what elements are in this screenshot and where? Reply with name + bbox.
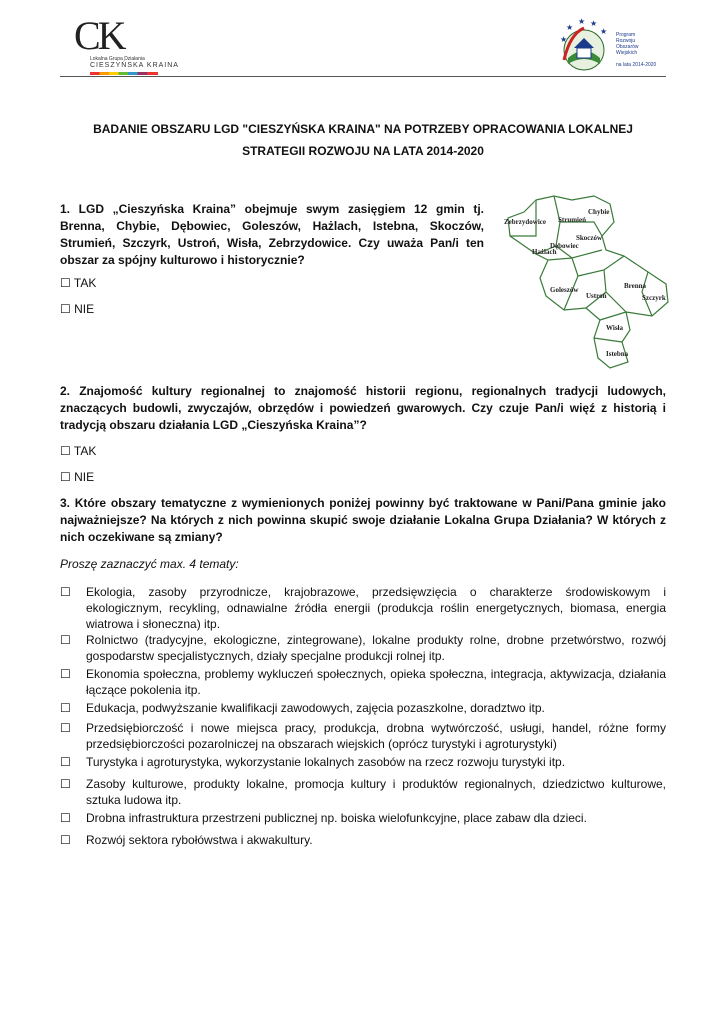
topic-label: Rozwój sektora rybołówstwa i akwakultury. xyxy=(86,833,313,847)
question-2: 2. Znajomość kultury regionalnej to znajomość historii regionu, regionalnych tradycji ludowych, znaczących budowli, zwyczajów, obrzędów i powiedzeń gwarowych. Czy czuje Pan/i więź z historią i tradycją obszaru działania LGD „Cieszyńska Kraina”? xyxy=(60,384,666,432)
map-label: Szczyrk xyxy=(642,294,666,302)
checkbox[interactable]: ☐ xyxy=(60,811,71,825)
svg-text:★: ★ xyxy=(600,27,608,36)
page-header xyxy=(60,10,666,76)
svg-text:★: ★ xyxy=(578,17,586,26)
lgd-logo xyxy=(74,13,179,76)
checkbox[interactable]: ☐ xyxy=(60,633,71,647)
map-label: Zebrzydowice xyxy=(504,218,546,226)
map-label: Goleszów xyxy=(550,286,579,294)
logo-name: CIESZYŃSKA KRAINA xyxy=(90,62,179,69)
prow-emblem-icon xyxy=(554,14,614,76)
question-3: 3. Które obszary tematyczne z wymienionych poniżej powinny być traktowane w Pani/Pana gminie jako najważniejsze? Na których z nich powinna skupić swoje działanie Lokalna Grupa Działania? W których z nich oczekiwane są zmiany? xyxy=(60,496,666,544)
logo-letters: CK xyxy=(74,13,124,58)
topic-label: Rolnictwo (tradycyjne, ekologiczne, zintegrowane), lokalne produkty rolne, drobne przetwórstwo, rozwój gospodarstw specjalistycznych, działy specjalne produkcji rolnej itp. xyxy=(86,633,666,663)
logo-color-bar xyxy=(90,72,158,75)
prow-logo xyxy=(554,14,666,76)
checkbox[interactable]: ☐ xyxy=(60,701,71,715)
map-label: Skoczów xyxy=(576,234,603,242)
question-1: 1. LGD „Cieszyńska Kraina” obejmuje swym zasięgiem 12 gmin tj. Brenna, Chybie, Dębowiec, Goleszów, Hażlach, Istebna, Skoczów, Strumień, Szczyrk, Ustroń, Wisła, Zebrzydowice. Czy uważa Pan/i ten obszar za spójny kulturowo i historycznie? xyxy=(60,202,484,267)
q2-option-no[interactable]: ☐ NIE xyxy=(60,470,95,484)
topic-label: Przedsiębiorczość i nowe miejsca pracy, produkcja, drobna wytwórczość, usługi, handel, różne formy przedsiębiorczości pozarolniczej na obszarach wiejskich (oprócz turystyki i agroturystyki) xyxy=(86,721,666,751)
map-label: Wisła xyxy=(606,324,623,332)
lgd-area-map xyxy=(502,192,672,372)
q3-instruction: Proszę zaznaczyć max. 4 tematy: xyxy=(60,557,239,571)
checkbox[interactable]: ☐ xyxy=(60,777,71,791)
svg-text:★: ★ xyxy=(566,23,574,32)
map-label: Istebna xyxy=(606,350,629,358)
title-line-2: STRATEGII ROZWOJU NA LATA 2014-2020 xyxy=(242,144,484,158)
q1-option-no[interactable]: ☐ NIE xyxy=(60,302,95,316)
checkbox[interactable]: ☐ xyxy=(60,755,71,769)
topic-label: Ekologia, zasoby przyrodnicze, krajobrazowe, przedsięwzięcia o charakterze środowiskowym i ekologicznym, recykling, odnawialne źródła energii (produkcja roślin energetycznych, biomasa, energia wiatrowa i słoneczna) itp. xyxy=(86,585,666,631)
checkbox[interactable]: ☐ xyxy=(60,585,71,599)
checkbox[interactable]: ☐ xyxy=(60,833,71,847)
svg-text:★: ★ xyxy=(590,19,598,28)
logo-subtitle: Lokalna Grupa Działania xyxy=(90,56,145,62)
map-label: Strumień xyxy=(558,216,586,224)
page-title xyxy=(60,118,666,162)
q1-option-yes[interactable]: ☐ TAK xyxy=(60,276,97,290)
map-label: Dębowiec xyxy=(550,242,579,250)
topic-label: Zasoby kulturowe, produkty lokalne, promocja kultury i produktów regionalnych, dziedzictwo kulturowe, sztuka ludowa itp. xyxy=(86,777,666,807)
map-label: Hażlach xyxy=(532,248,557,256)
checkbox[interactable]: ☐ xyxy=(60,667,71,681)
prow-years: na lata 2014-2020 xyxy=(616,62,657,68)
svg-text:★: ★ xyxy=(560,35,568,44)
topic-label: Turystyka i agroturystyka, wykorzystanie lokalnych zasobów na rzecz rozwoju turystyki itp. xyxy=(86,755,566,769)
topic-label: Drobna infrastruktura przestrzeni publicznej np. boiska wielofunkcyjne, place zabaw dla dzieci. xyxy=(86,811,587,825)
header-divider xyxy=(60,76,666,77)
topic-label: Ekonomia społeczna, problemy wykluczeń społecznych, opieka społeczna, integracja, aktywizacja, działania łączące pokolenia itp. xyxy=(86,667,666,697)
q2-option-yes[interactable]: ☐ TAK xyxy=(60,444,97,458)
map-label: Chybie xyxy=(588,208,610,216)
map-label: Brenna xyxy=(624,282,647,290)
title-line-1: BADANIE OBSZARU LGD "CIESZYŃSKA KRAINA" NA POTRZEBY OPRACOWANIA LOKALNEJ xyxy=(93,122,633,136)
prow-program-text: Program Rozwoju Obszarów Wiejskich xyxy=(616,32,639,56)
checkbox[interactable]: ☐ xyxy=(60,721,71,735)
topic-label: Edukacja, podwyższanie kwalifikacji zawodowych, zajęcia pozaszkolne, doradztwo itp. xyxy=(86,701,545,715)
map-label: Ustroń xyxy=(586,292,607,300)
